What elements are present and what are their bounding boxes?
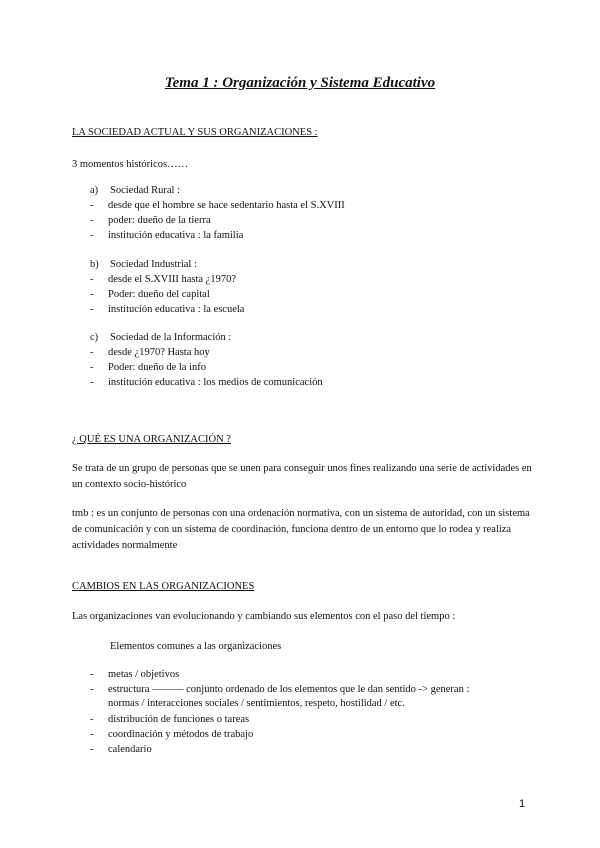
list-marker: a) <box>90 185 99 196</box>
bullet-dash: - <box>90 377 94 388</box>
section-heading-cambios: CAMBIOS EN LAS ORGANIZACIONES <box>72 581 255 592</box>
list-item: desde ¿1970? Hasta hoy <box>108 347 210 358</box>
list-item: distribución de funciones o tareas <box>108 714 250 725</box>
list-marker: b) <box>90 259 99 270</box>
definition-paragraph-extended: tmb : es un conjunto de personas con una ordenación normativa, con un sistema de autoridad, con un sistema de comunicación y con un sistema de coordinación, funciona dentro de un entorno que lo rodea y realiza actividades normalmente <box>72 508 530 551</box>
bullet-dash: - <box>90 215 94 226</box>
list-item: desde que el hombre se hace sedentario hasta el S.XVIII <box>108 200 345 211</box>
bullet-dash: - <box>90 669 94 680</box>
bullet-dash: - <box>90 289 94 300</box>
list-item: metas / objetivos <box>108 669 180 680</box>
list-marker: c) <box>90 332 99 343</box>
list-item: calendario <box>108 744 152 755</box>
bullet-dash: - <box>90 200 94 211</box>
page-number: 1 <box>519 798 526 810</box>
section-intro: 3 momentos históricos…… <box>72 159 189 170</box>
bullet-dash: - <box>90 347 94 358</box>
section-intro: Las organizaciones van evolucionando y cambiando sus elementos con el paso del tiempo : <box>72 611 456 622</box>
bullet-dash: - <box>90 744 94 755</box>
bullet-dash: - <box>90 274 94 285</box>
group-label: Sociedad Rural : <box>110 185 180 196</box>
section-heading-organizacion: ¿ QUÉ ES UNA ORGANIZACIÓN ? <box>72 434 231 445</box>
bullet-dash: - <box>90 304 94 315</box>
page-title: Tema 1 : Organización y Sistema Educativo <box>164 75 436 91</box>
list-item: poder: dueño de la tierra <box>108 215 211 226</box>
list-item-continuation: normas / interacciones sociales / sentimientos, respeto, hostilidad / etc. <box>108 698 405 709</box>
bullet-dash: - <box>90 230 94 241</box>
bullet-dash: - <box>90 714 94 725</box>
group-label: Sociedad Industrial : <box>110 259 197 270</box>
subheading: Elementos comunes a las organizaciones <box>110 641 282 652</box>
list-item: coordinación y métodos de trabajo <box>108 729 254 740</box>
list-item: Poder: dueño de la info <box>108 362 206 373</box>
list-item: Poder: dueño del capital <box>108 289 210 300</box>
list-item: institución educativa : los medios de comunicación <box>108 377 323 388</box>
bullet-dash: - <box>90 729 94 740</box>
list-item: institución educativa : la familia <box>108 230 244 241</box>
list-item: desde el S.XVIII hasta ¿1970? <box>108 274 236 285</box>
section-heading-sociedad: LA SOCIEDAD ACTUAL Y SUS ORGANIZACIONES : <box>72 127 318 138</box>
bullet-dash: - <box>90 684 94 695</box>
list-item: estructura ——— conjunto ordenado de los elementos que le dan sentido -> generan : <box>108 684 470 695</box>
list-item: institución educativa : la escuela <box>108 304 245 315</box>
bullet-dash: - <box>90 362 94 373</box>
group-label: Sociedad de la Información : <box>110 332 232 343</box>
definition-paragraph: Se trata de un grupo de personas que se unen para conseguir unos fines realizando una serie de actividades en un contexto socio-histórico <box>72 463 532 490</box>
